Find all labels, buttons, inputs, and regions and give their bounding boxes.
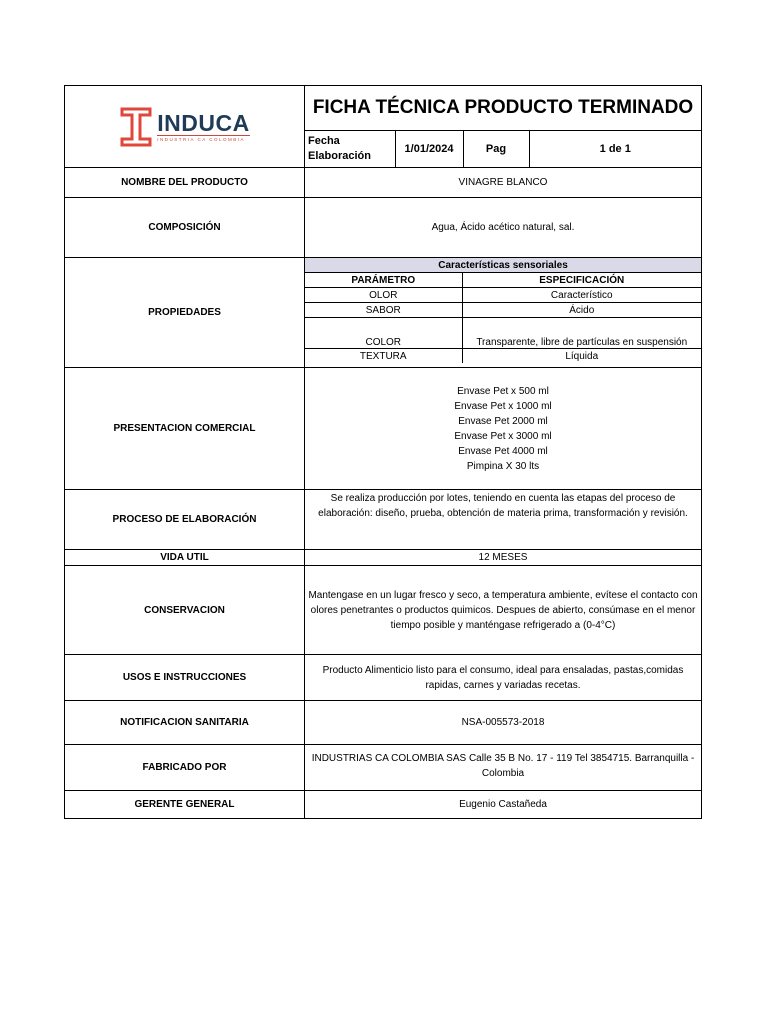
sheet-table [64,85,702,819]
header-cell [305,86,702,168]
nombre-value: VINAGRE BLANCO [305,168,702,198]
notificacion-value: NSA-005573-2018 [305,701,702,745]
document-title: FICHA TÉCNICA PRODUCTO TERMINADO [312,97,694,118]
company-logo [65,87,304,167]
company-name: INDUCA [157,110,250,136]
presentation-item: Pimpina X 30 lts [466,460,540,472]
composicion-label: COMPOSICIÓN [65,198,305,258]
conservacion-value: Mantengase en un lugar fresco y seco, a temperatura ambiente, evítese el contacto con olores penetrantes o productos quimicos. Despues de abierto, consúmase en el menor tiempo posible y manténgase refrigerado a (0-4°C) [305,566,702,655]
company-tagline: INDUSTRIA CA COLOMBIA [157,135,249,142]
sensory-section-title: Características sensoriales [305,258,701,273]
proceso-value: Se realiza producción por lotes, teniendo en cuenta las etapas del proceso de elaboración: diseño, prueba, obtención de materia prima, transformación y revisión. [305,490,702,550]
property-spec: Ácido [462,303,701,318]
spec-column-header: ESPECIFICACIÓN [462,273,701,288]
vida-label: VIDA UTIL [65,550,305,566]
param-column-header: PARÁMETRO [305,273,462,288]
propiedades-cell [305,258,702,368]
fecha-value: 1/01/2024 [395,131,463,168]
vida-value: 12 MESES [305,550,702,566]
property-spec: Característico [462,288,701,303]
header-info-table [305,130,701,167]
technical-sheet [64,85,701,819]
conservacion-label: CONSERVACION [65,566,305,655]
presentation-item: Envase Pet 4000 ml [458,445,548,457]
presentacion-label: PRESENTACION COMERCIAL [65,368,305,490]
presentation-item: Envase Pet x 1000 ml [454,400,552,412]
usos-value: Producto Alimenticio listo para el consumo, ideal para ensaladas, pastas,comidas rapidas, carnes y variadas recetas. [305,655,702,701]
fecha-label: Fecha Elaboración [305,131,395,168]
gerente-label: GERENTE GENERAL [65,791,305,819]
property-param: COLOR [305,318,462,349]
proceso-label: PROCESO DE ELABORACIÓN [65,490,305,550]
pag-value: 1 de 1 [529,131,701,168]
fabricado-label: FABRICADO POR [65,745,305,791]
pag-label: Pag [463,131,529,168]
usos-label: USOS E INSTRUCCIONES [65,655,305,701]
composicion-value: Agua, Ácido acético natural, sal. [305,198,702,258]
nombre-label: NOMBRE DEL PRODUCTO [65,168,305,198]
notificacion-label: NOTIFICACION SANITARIA [65,701,305,745]
property-spec: Líquida [462,349,701,364]
properties-table [305,258,701,363]
property-param: OLOR [305,288,462,303]
propiedades-label: PROPIEDADES [65,258,305,368]
presentacion-list [305,368,702,490]
gerente-value: Eugenio Castañeda [305,791,702,819]
induca-logo-icon [119,106,153,148]
property-param: TEXTURA [305,349,462,364]
property-spec: Transparente, libre de partículas en suspensión [462,318,701,349]
property-param: SABOR [305,303,462,318]
presentation-item: Envase Pet 2000 ml [458,415,548,427]
presentation-item: Envase Pet x 500 ml [457,385,549,397]
logo-cell [65,86,305,168]
fabricado-value: INDUSTRIAS CA COLOMBIA SAS Calle 35 B No. 17 - 119 Tel 3854715. Barranquilla - Colombia [305,745,702,791]
presentation-item: Envase Pet x 3000 ml [454,430,552,442]
